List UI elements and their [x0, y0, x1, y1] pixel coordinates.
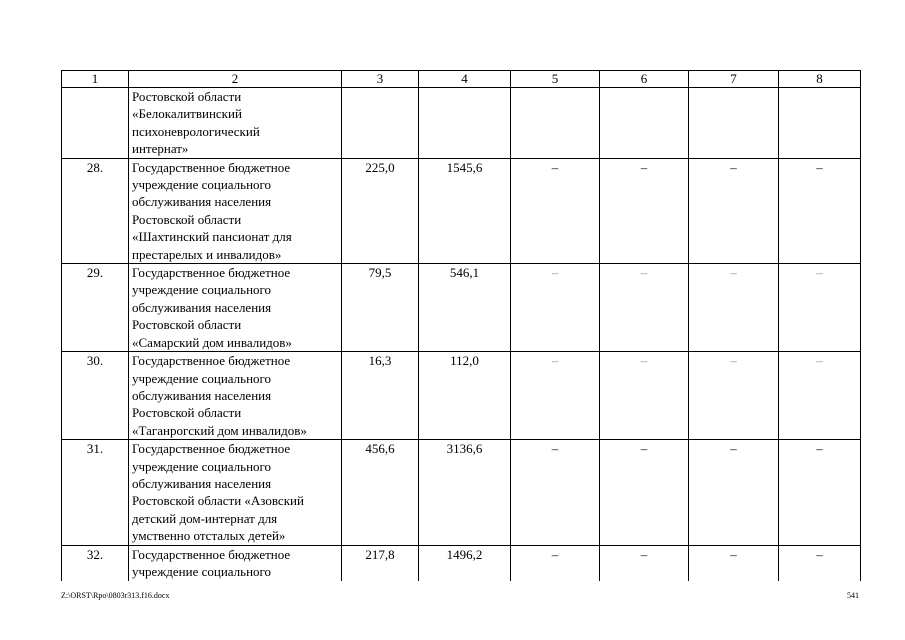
value-col6: – — [600, 264, 689, 352]
footer-page-number: 541 — [847, 591, 859, 600]
header-cell-1: 1 — [62, 71, 129, 88]
name-line: обслуживания населения — [132, 299, 272, 315]
value-col7 — [689, 88, 779, 159]
name-line: психоневрологический — [132, 123, 260, 139]
header-cell-5: 5 — [511, 71, 600, 88]
institution-name — [129, 88, 342, 159]
header-cell-4: 4 — [419, 71, 511, 88]
header-cell-8: 8 — [779, 71, 861, 88]
value-col5: – — [511, 352, 600, 440]
table-row — [62, 158, 861, 263]
name-line: Государственное бюджетное — [132, 441, 291, 457]
value-col3: 217,8 — [342, 545, 419, 581]
name-line: Государственное бюджетное — [132, 546, 291, 562]
value-col5: – — [511, 264, 600, 352]
value-col3: 225,0 — [342, 158, 419, 263]
value-col8: – — [779, 440, 861, 545]
budget-table — [61, 70, 861, 581]
name-line: обслуживания населения — [132, 194, 272, 210]
value-col5: – — [511, 158, 600, 263]
value-col4: 1496,2 — [419, 545, 511, 581]
value-col4: 112,0 — [419, 352, 511, 440]
value-col8: – — [779, 545, 861, 581]
value-col6: – — [600, 158, 689, 263]
name-line: обслуживания населения — [132, 387, 272, 403]
name-line: престарелых и инвалидов» — [132, 246, 282, 262]
header-row — [62, 71, 861, 88]
row-number — [62, 88, 129, 159]
value-col8: – — [779, 264, 861, 352]
value-col4: 1545,6 — [419, 158, 511, 263]
header-cell-6: 6 — [600, 71, 689, 88]
row-number: 29. — [62, 264, 129, 352]
value-col5: – — [511, 545, 600, 581]
name-line: Ростовской области — [132, 317, 242, 333]
name-line: Государственное бюджетное — [132, 353, 291, 369]
name-line: детский дом-интернат для — [132, 510, 278, 526]
value-col7: – — [689, 264, 779, 352]
name-line: Ростовской области — [132, 211, 242, 227]
name-line: «Самарский дом инвалидов» — [132, 334, 292, 350]
name-line: «Шахтинский пансионат для — [132, 229, 292, 245]
value-col6: – — [600, 352, 689, 440]
value-col4: 546,1 — [419, 264, 511, 352]
value-col5 — [511, 88, 600, 159]
institution-name — [129, 264, 342, 352]
institution-name — [129, 352, 342, 440]
name-line: Государственное бюджетное — [132, 265, 291, 281]
name-line: Ростовской области — [132, 405, 242, 421]
table-row — [62, 88, 861, 159]
institution-name — [129, 545, 342, 581]
row-number: 32. — [62, 545, 129, 581]
value-col7: – — [689, 352, 779, 440]
row-number: 30. — [62, 352, 129, 440]
table-row — [62, 440, 861, 545]
table-row — [62, 545, 861, 581]
header-cell-2: 2 — [129, 71, 342, 88]
name-line: учреждение социального — [132, 563, 272, 579]
value-col8: – — [779, 352, 861, 440]
value-col7: – — [689, 158, 779, 263]
value-col8: – — [779, 158, 861, 263]
name-line: «Таганрогский дом инвалидов» — [132, 422, 307, 438]
table-row — [62, 264, 861, 352]
header-cell-3: 3 — [342, 71, 419, 88]
value-col6: – — [600, 440, 689, 545]
name-line: умственно отсталых детей» — [132, 528, 286, 544]
value-col4 — [419, 88, 511, 159]
value-col3: 456,6 — [342, 440, 419, 545]
name-line: «Белокалитвинский — [132, 106, 242, 122]
name-line: учреждение социального — [132, 282, 272, 298]
value-col6 — [600, 88, 689, 159]
header-cell-7: 7 — [689, 71, 779, 88]
name-line: обслуживания населения — [132, 475, 272, 491]
institution-name — [129, 158, 342, 263]
footer-file-path: Z:\ORST\Rpo\0803r313.f16.docx — [61, 591, 170, 600]
row-number: 28. — [62, 158, 129, 263]
name-line: Государственное бюджетное — [132, 159, 291, 175]
value-col3: 16,3 — [342, 352, 419, 440]
value-col5: – — [511, 440, 600, 545]
value-col8 — [779, 88, 861, 159]
value-col4: 3136,6 — [419, 440, 511, 545]
name-line: интернат» — [132, 141, 189, 157]
name-line: Ростовской области — [132, 89, 242, 104]
name-line: учреждение социального — [132, 458, 272, 474]
name-line: Ростовской области «Азовский — [132, 493, 304, 509]
value-col3 — [342, 88, 419, 159]
institution-name — [129, 440, 342, 545]
value-col6: – — [600, 545, 689, 581]
table-row — [62, 352, 861, 440]
value-col7: – — [689, 545, 779, 581]
name-line: учреждение социального — [132, 177, 272, 193]
value-col7: – — [689, 440, 779, 545]
value-col3: 79,5 — [342, 264, 419, 352]
name-line: учреждение социального — [132, 370, 272, 386]
row-number: 31. — [62, 440, 129, 545]
